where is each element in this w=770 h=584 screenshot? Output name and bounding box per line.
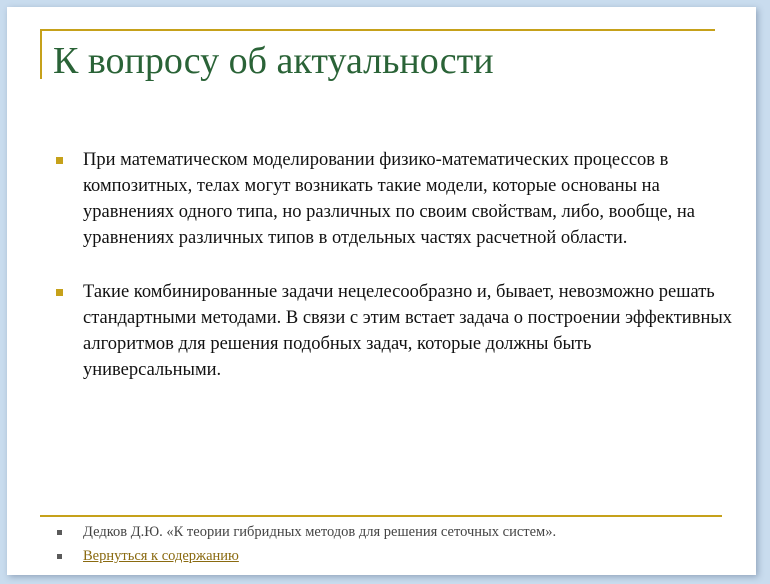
footer-rule — [40, 515, 722, 517]
bullet-item — [53, 279, 733, 383]
slide-title: К вопросу об актуальности — [53, 40, 494, 82]
square-bullet-icon — [57, 554, 62, 559]
square-bullet-icon — [57, 530, 62, 535]
footer-list — [53, 520, 723, 568]
square-bullet-icon — [56, 157, 63, 164]
bullet-list — [53, 147, 733, 383]
footer-reference-item — [53, 520, 723, 544]
back-to-contents-link[interactable]: Вернуться к содержанию — [83, 548, 239, 564]
bullet-text: При математическом моделировании физико-математических процессов в композитных, телах могут возникать такие модели, которые основаны на уравнениях одного типа, но различных по своим свойствам, либо, вообще, на уравнениях различных типов в отдельных частях расчетной области. — [83, 150, 695, 248]
square-bullet-icon — [56, 289, 63, 296]
title-top-rule — [40, 29, 715, 31]
bullet-text: Такие комбинированные задачи нецелесообразно и, бывает, невозможно решать стандартными методами. В связи с этим встает задача о построении эффективных алгоритмов для решения подобных задач, которые должны быть универсальными. — [83, 282, 733, 380]
slide — [7, 7, 756, 575]
title-left-rule — [40, 29, 42, 79]
bullet-item — [53, 147, 733, 251]
footer-reference-text: Дедков Д.Ю. «К теории гибридных методов для решения сеточных систем». — [83, 524, 557, 540]
footer-link-item — [53, 544, 723, 568]
